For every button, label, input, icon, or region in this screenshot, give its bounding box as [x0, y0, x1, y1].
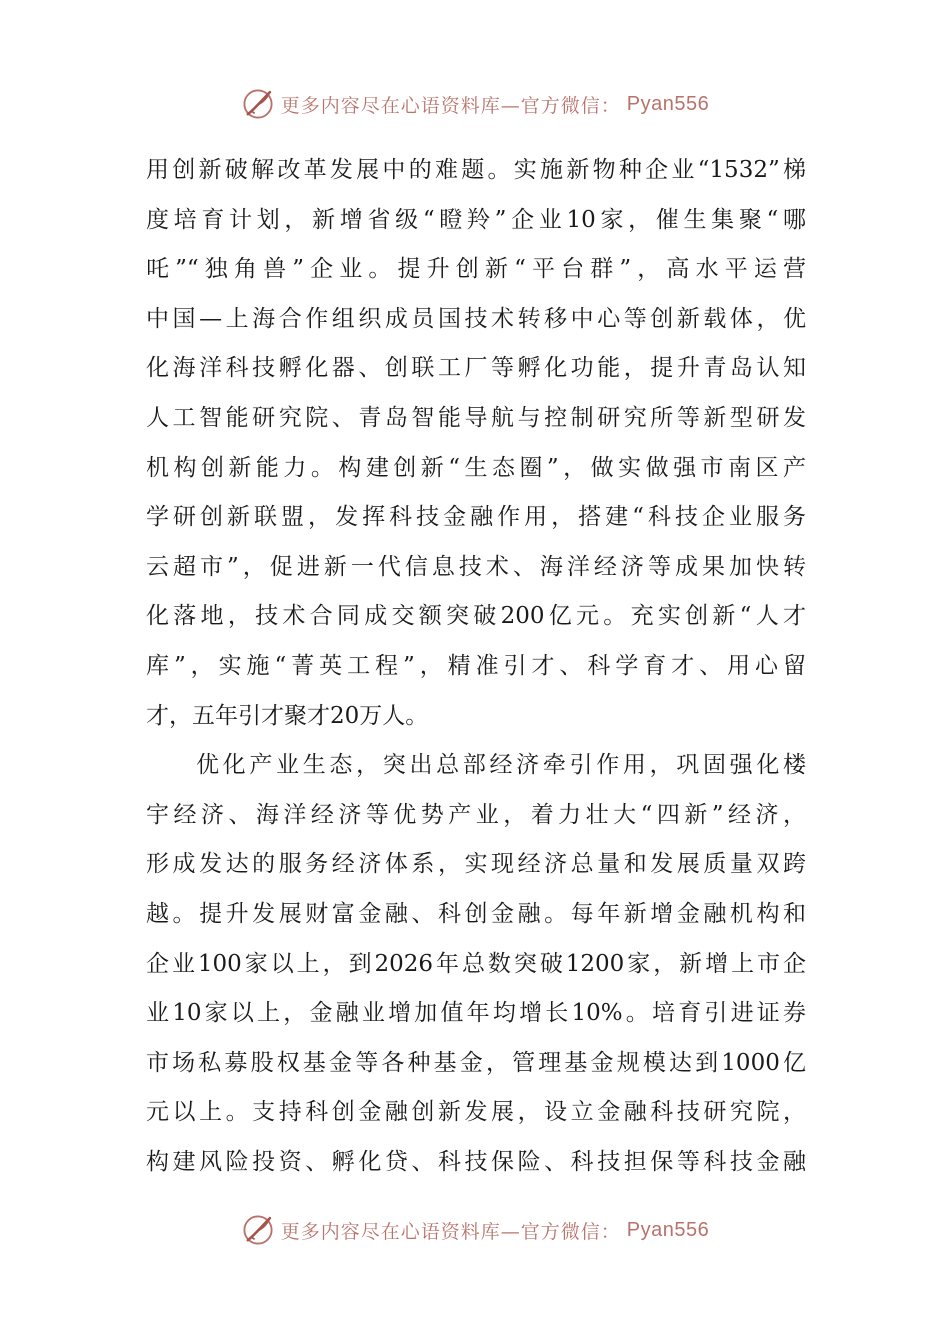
text-line: 中国—上海合作组织成员国技术转移中心等创新载体，优 — [146, 305, 806, 332]
text-line: 市场私募股权基金等各种基金，管理基金规模达到1000亿 — [146, 1049, 806, 1076]
text-line: 构建风险投资、孵化贷、科技保险、科技担保等科技金融 — [146, 1148, 806, 1175]
watermark-wechat-id: Pyan556 — [626, 1218, 710, 1241]
paragraph — [146, 146, 806, 741]
quill-logo-icon — [241, 1213, 275, 1247]
text-line: 企业100家以上，到2026年总数突破1200家，新增上市企 — [146, 950, 806, 977]
text-line: 越。提升发展财富金融、科创金融。每年新增金融机构和 — [146, 900, 806, 927]
text-line: 元以上。支持科创金融创新发展，设立金融科技研究院， — [146, 1099, 806, 1126]
text-line: 形成发达的服务经济体系，实现经济总量和发展质量双跨 — [146, 851, 806, 878]
text-line: 优化产业生态，突出总部经济牵引作用，巩固强化楼 — [196, 752, 806, 779]
paragraph — [146, 741, 806, 1187]
text-line: 度培育计划，新增省级“瞪羚”企业10家，催生集聚“哪 — [146, 206, 806, 233]
text-line: 机构创新能力。构建创新“生态圈”，做实做强市南区产 — [146, 454, 806, 481]
watermark-wechat-id: Pyan556 — [626, 92, 710, 115]
text-line: 业10家以上，金融业增加值年均增长10%。培育引进证券 — [146, 1000, 806, 1027]
watermark-text: 更多内容尽在心语资料库—官方微信： — [280, 94, 621, 117]
text-line: 宇经济、海洋经济等优势产业，着力壮大“四新”经济， — [146, 801, 806, 828]
watermark-footer — [0, 1210, 950, 1250]
document-body — [146, 146, 806, 1187]
text-line: 人工智能研究院、青岛智能导航与控制研究所等新型研发 — [146, 404, 806, 431]
text-line: 库”，实施“菁英工程”，精准引才、科学育才、用心留 — [146, 652, 806, 679]
text-line: 云超市”，促进新一代信息技术、海洋经济等成果加快转 — [146, 553, 806, 580]
text-line: 用创新破解改革发展中的难题。实施新物种企业“1532”梯 — [146, 157, 806, 183]
text-line: 化落地，技术合同成交额突破200亿元。充实创新“人才 — [146, 603, 806, 630]
text-line: 吒”“独角兽”企业。提升创新“平台群”，高水平运营 — [146, 256, 806, 283]
text-line: 才，五年引才聚才20万人。 — [146, 702, 429, 729]
text-line: 化海洋科技孵化器、创联工厂等孵化功能，提升青岛认知 — [146, 355, 806, 382]
watermark-text: 更多内容尽在心语资料库—官方微信： — [280, 1220, 621, 1243]
quill-logo-icon — [241, 87, 275, 121]
watermark-header — [0, 84, 950, 124]
text-line: 学研创新联盟，发挥科技金融作用，搭建“科技企业服务 — [146, 504, 806, 531]
